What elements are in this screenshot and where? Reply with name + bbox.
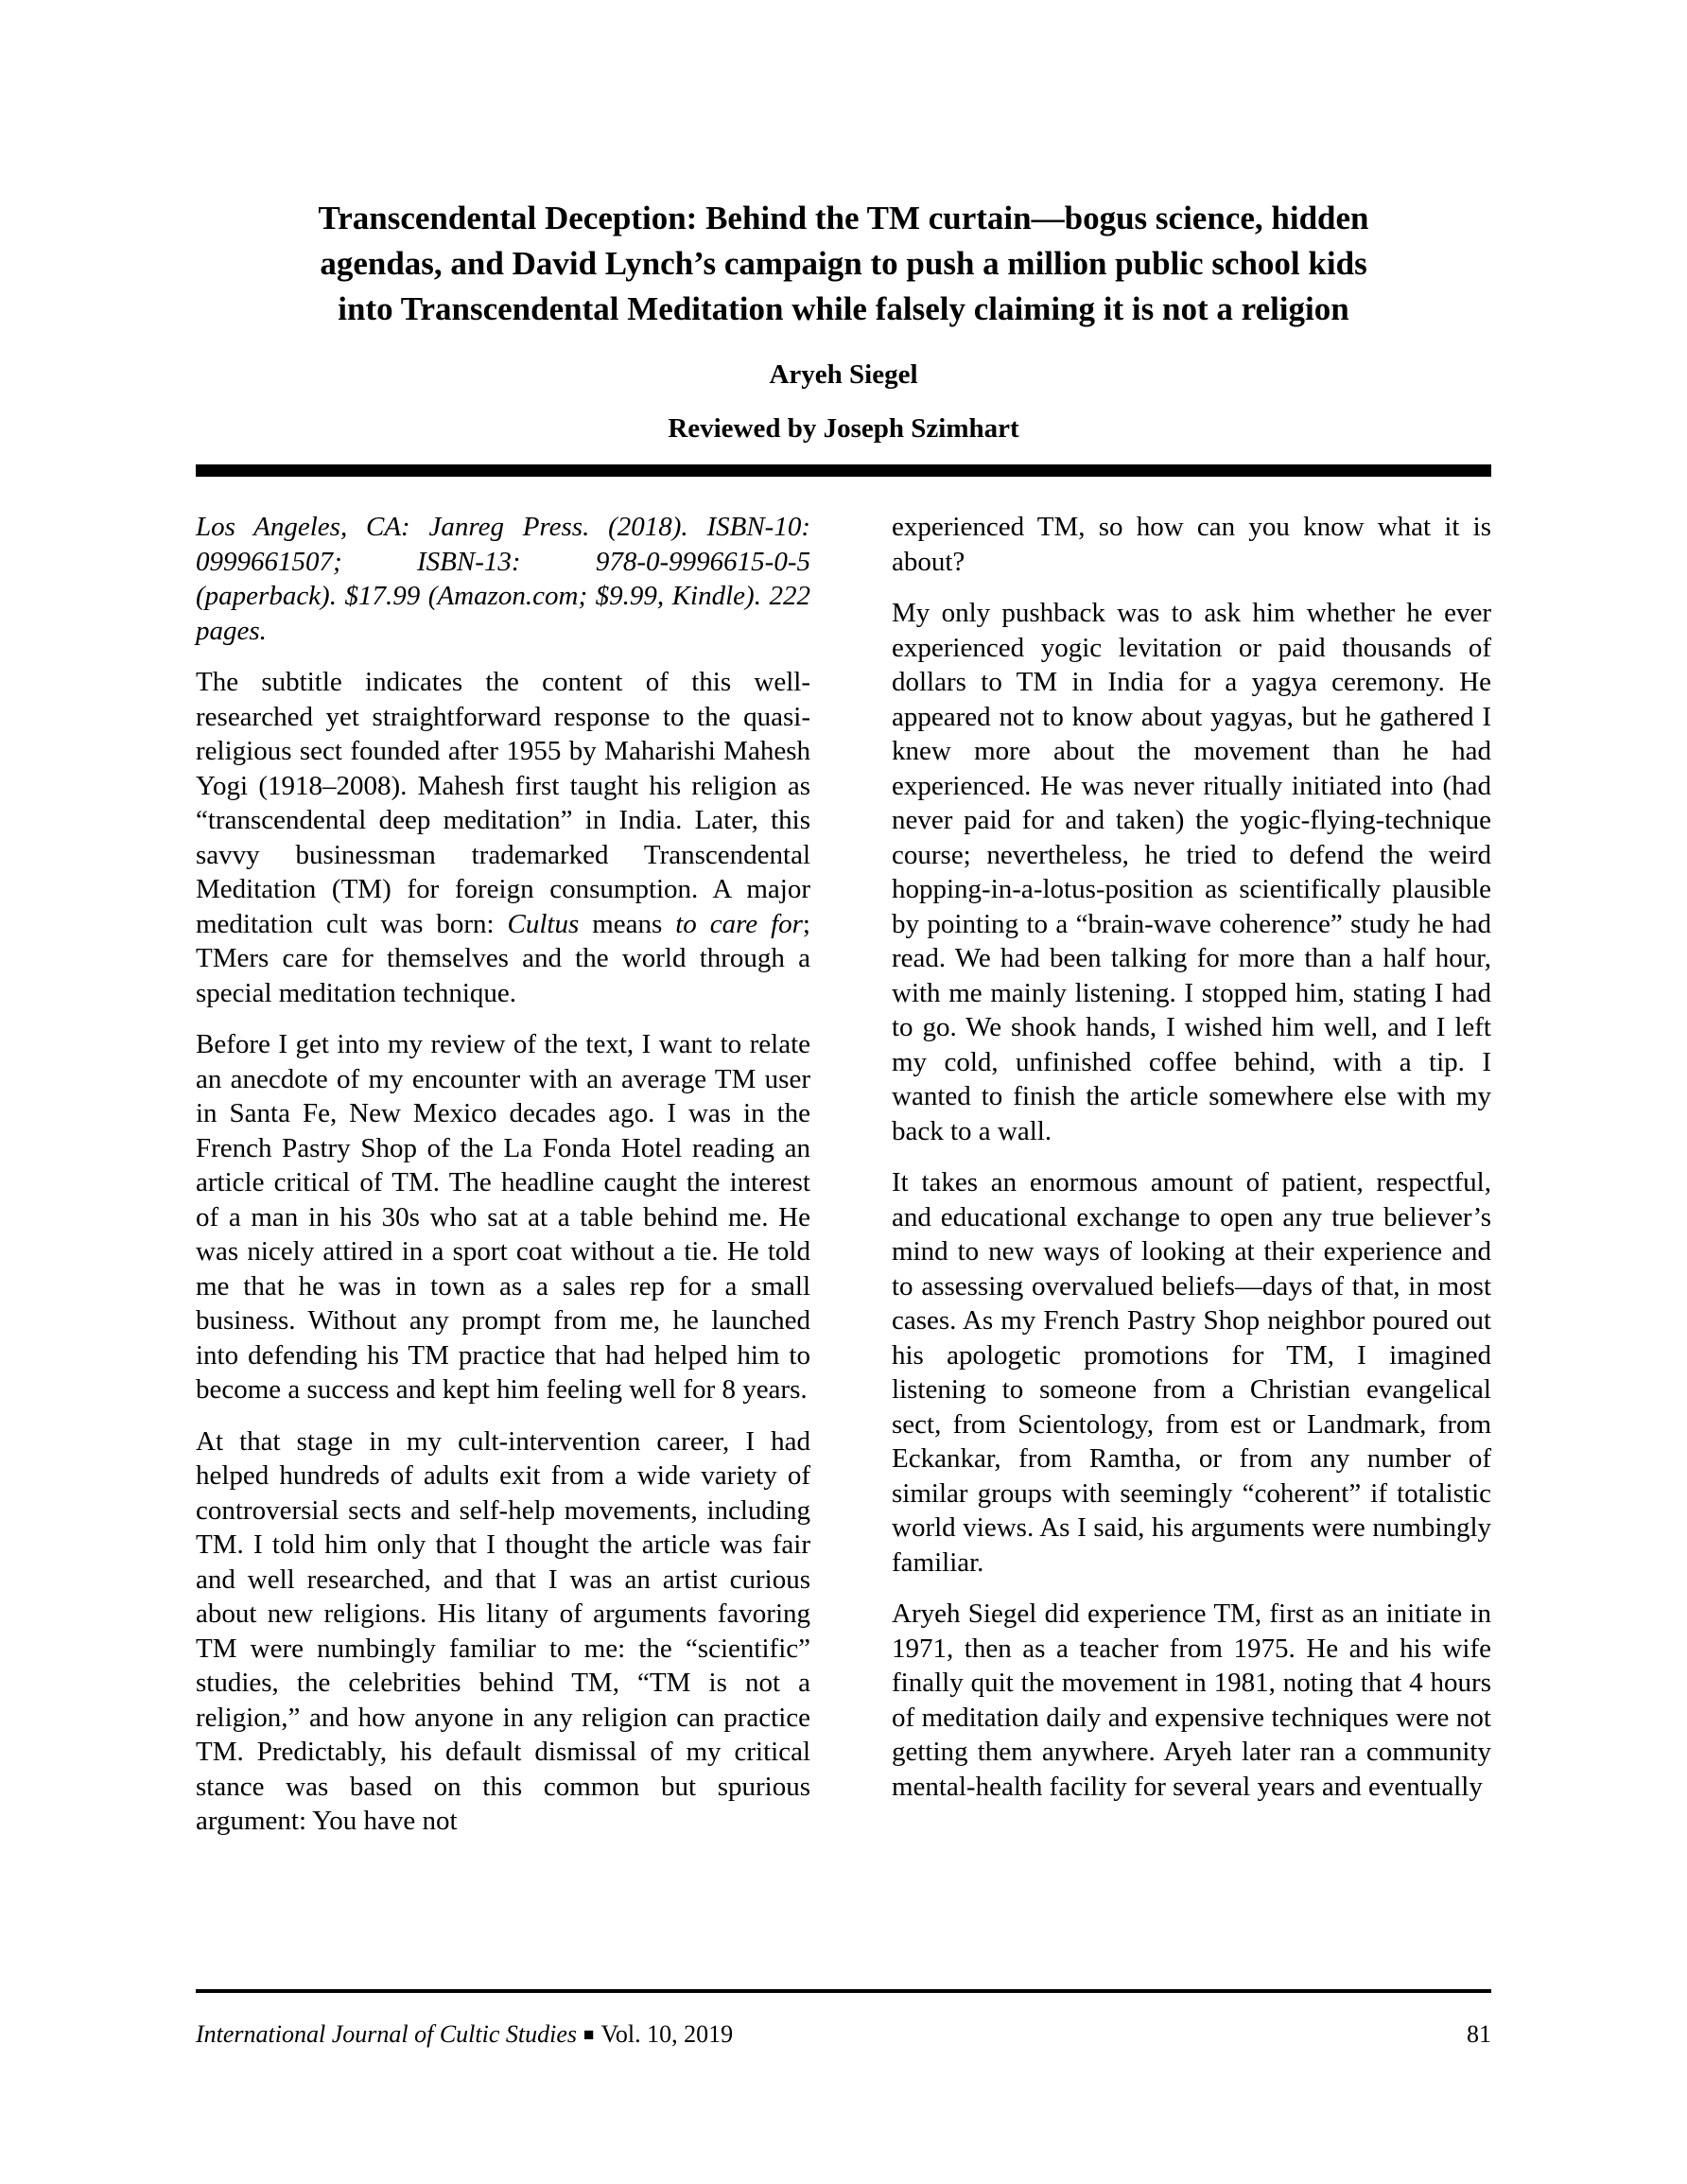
journal-citation xyxy=(196,2019,733,2051)
paragraph: It takes an enormous amount of patient, respectful, and educational exchange to open any true believer’s mind to new ways of looking at their experience and to assessing overvalued beliefs—days of that, in most cases. As my French Pastry Shop neighbor poured out his apologetic promotions for TM, I imagined listening to someone from a Christian evangelical sect, from Scientology, from est or Landmark, from Eckankar, from Ramtha, or from any number of similar groups with seemingly “coherent” if totalistic world views. As I said, his arguments were numbingly familiar. xyxy=(892,1167,1491,1578)
paragraph: At that stage in my cult-intervention career, I had helped hundreds of adults exit from a wide variety of controversial sects and self-help movements, including TM. I told him only that I thought the article was fair and well researched, and that I was an artist curious about new religions. His litany of arguments favoring TM were numbingly familiar to me: the “scientific” studies, the celebrities behind TM, “TM is not a religion,” and how anyone in any religion can practice TM. Predictably, his default dismissal of my critical stance was based on this common but spurious argument: You have not xyxy=(196,1425,810,1836)
title-line-3: into Transcendental Meditation while falsely claiming it is not a religion xyxy=(338,290,1349,327)
title-separator-rule xyxy=(196,464,1491,477)
title-line-2: agendas, and David Lynch’s campaign to push a million public school kids xyxy=(320,245,1367,282)
left-column xyxy=(196,510,810,1839)
reviewer-byline: Reviewed by Joseph Szimhart xyxy=(668,413,1019,444)
article-title xyxy=(196,196,1491,332)
paragraph: My only pushback was to ask him whether he ever experienced yogic levitation or paid thousands of dollars to TM in India for a yagya ceremony. He appeared not to know about yagyas, but he gathered I knew more about the movement than he had experienced. He was never ritually initiated into (had never paid for and taken) the yogic-flying-technique course; nevertheless, he tried to defend the weird hopping-in-a-lotus-position as scientifically plausible by pointing to a “brain-wave coherence” study he had read. We had been talking for more than a half hour, with me mainly listening. I stopped him, stating I had to go. We shook hands, I wished him well, and I left my cold, unfinished coffee behind, with a tip. I wanted to finish the article somewhere else with my back to a wall. xyxy=(892,598,1491,1146)
article-header xyxy=(196,196,1491,477)
paragraph: The subtitle indicates the content of this well-researched yet straightforward response to the quasi-religious sect founded after 1955 by Maharishi Mahesh Yogi (1918–2008). Mahesh first taught his religion as “transcendental deep meditation” in India. Later, this savvy businessman trademarked Transcendental Meditation (TM) for foreign consumption. A major meditation cult was born: Cultus means to care for; TMers care for themselves and the world through a special meditation technique. xyxy=(196,667,810,1008)
paragraph: experienced TM, so how can you know what it is about? xyxy=(892,512,1491,577)
footer-rule xyxy=(196,1989,1491,1993)
volume-text: Vol. 10, 2019 xyxy=(600,2020,734,2048)
page-footer xyxy=(196,1989,1491,2051)
page-number: 81 xyxy=(1467,2020,1491,2048)
square-bullet-icon: ■ xyxy=(583,2025,595,2045)
paragraph: Before I get into my review of the text, I want to relate an anecdote of my encounter with an average TM user in Santa Fe, New Mexico decades ago. I was in the French Pastry Shop of the La Fonda Hotel reading an article critical of TM. The headline caught the interest of a man in his 30s who sat at a table behind me. He was nicely attired in a sport coat without a tie. He told me that he was in town as a sales rep for a small business. Without any prompt from me, he launched into defending his TM practice that had helped him to become a success and kept him feeling well for 8 years. xyxy=(196,1029,810,1405)
article-body xyxy=(196,510,1491,1839)
right-column xyxy=(892,510,1491,1839)
footer-row xyxy=(196,2019,1491,2051)
paragraph: Aryeh Siegel did experience TM, first as an initiate in 1971, then as a teacher from 1975. He and his wife finally quit the movement in 1981, noting that 4 hours of meditation daily and expensive techniques were not getting them anywhere. Aryeh later ran a community mental-health facility for several years and eventually xyxy=(892,1599,1491,1802)
paragraph: Los Angeles, CA: Janreg Press. (2018). ISBN-10: 0999661507; ISBN-13: 978-0-9996615-0-5 (paperback). $17.99 (Amazon.com; $9.99, Kindle). 222 pages. xyxy=(196,512,810,646)
page-content xyxy=(196,196,1491,1839)
book-author: Aryeh Siegel xyxy=(769,359,918,390)
journal-name: International Journal of Cultic Studies xyxy=(196,2020,577,2048)
title-line-1: Transcendental Deception: Behind the TM curtain—bogus science, hidden xyxy=(318,200,1369,236)
